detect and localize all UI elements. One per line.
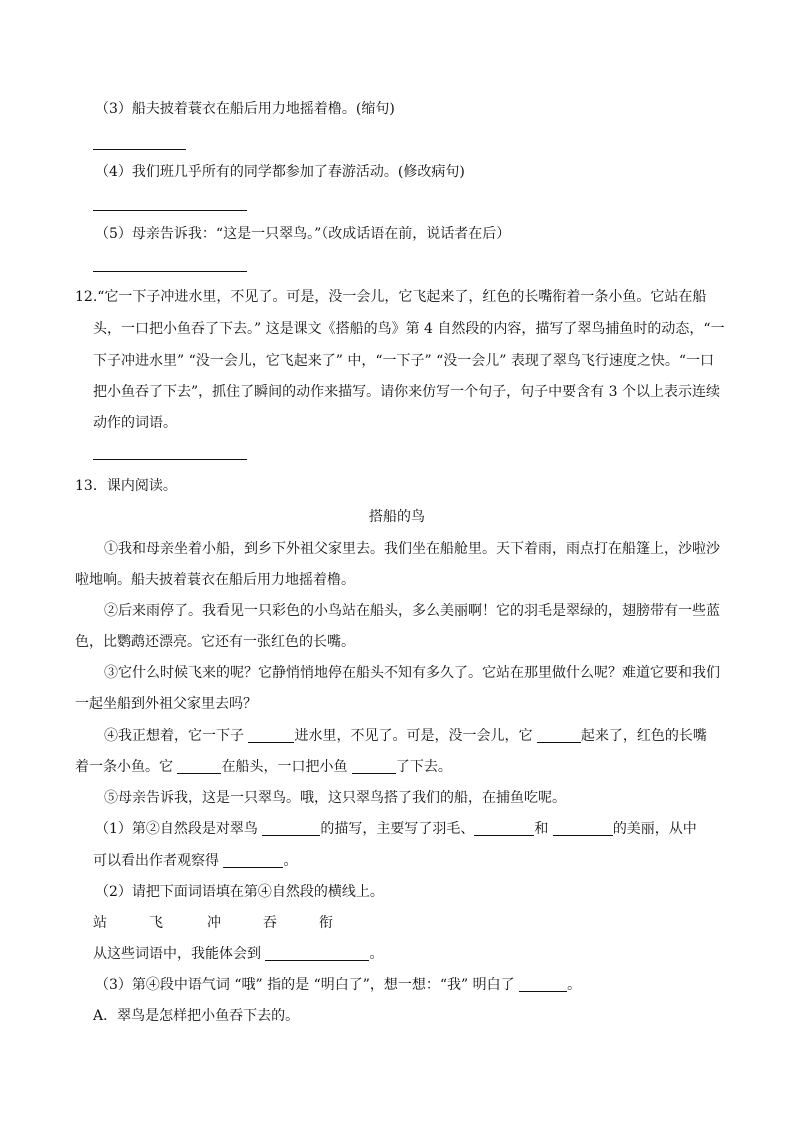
q12-line4: 把小鱼吞了下去”，抓住了瞬间的动作来描写。请你来仿写一个句子，句子中要含有 3 个以上表示连续 [93,384,720,400]
sub1-text-c: 和 [534,821,553,837]
answer-line-item5[interactable] [93,271,247,272]
p4-text-b: 进水里，不见了。可是，没一会儿，它 [294,728,537,744]
sub1-text-f: 。 [283,853,298,869]
option-a[interactable]: A．翠鸟是怎样把小鱼吞下去的。 [93,1008,300,1024]
q13-sub2-line2 [93,944,383,964]
passage-title: 搭船的鸟 [369,509,425,525]
passage-p3-line1: ③它什么时候飞来的呢？它静悄悄地停在船头不知有多久了。它站在那里做什么呢？难道它要和我们 [104,665,720,681]
sub1-text-d: 的美丽，从中 [612,821,697,837]
vocab-word: 站 [93,915,107,931]
fill-blank-3[interactable] [177,758,221,774]
answer-line-item4[interactable] [93,210,247,211]
p4-text-d: 着一条小鱼。它 [75,759,178,775]
passage-p1-line1: ①我和母亲坐着小船，到乡下外祖父家里去。我们坐在船舱里。天下着雨，雨点打在船篷上，沙啦沙 [104,541,720,557]
q12-line2: 头，一口把小鱼吞了下去。” 这是课文《搭船的鸟》第 4 自然段的内容，描写了翠鸟捕鱼时的动态，“一 [93,321,725,337]
q13-sub1-line1 [95,819,697,839]
p4-text-f: 了下去。 [395,759,452,775]
sub1-text-b: 的描写，主要写了羽毛、 [320,821,475,837]
passage-p2-line2: 色，比鹦鹉还漂亮。它还有一张红色的长嘴。 [75,634,355,650]
sub1-blank-1[interactable] [262,820,320,836]
p4-text-e: 在船头，一口把小鱼 [221,759,352,775]
sub1-text-e: 可以看出作者观察得 [93,853,224,869]
sub3-blank[interactable] [519,976,567,992]
vocab-word: 冲 [207,915,221,931]
q11-item4: （4）我们班几乎所有的同学都参加了春游活动。(修改病句) [95,164,465,180]
vocab-word: 飞 [149,915,163,931]
vocab-word: 衔 [319,915,333,931]
passage-p3-line2: 一起坐船到外祖父家里去吗？ [75,696,257,712]
fill-blank-1[interactable] [248,727,294,743]
q13-sub2: （2）请把下面词语填在第④自然段的横线上。 [95,884,384,900]
vocab-word: 吞 [263,915,277,931]
sub1-blank-2[interactable] [474,820,534,836]
sub2-text-c: 。 [369,946,384,962]
answer-line-q12[interactable] [93,459,247,460]
q12-line1: 12.“它一下子冲进水里，不见了。可是，没一会儿，它飞起来了，红色的长嘴衔着一条小鱼。它站在船 [75,289,707,305]
sub2-text-b: 从这些词语中，我能体会到 [93,946,266,962]
fill-blank-4[interactable] [352,758,396,774]
p4-text-c: 起来了，红色的长嘴 [580,728,707,744]
sub3-text-b: 。 [567,977,582,993]
passage-p4-line2 [75,757,452,777]
p4-text-a: ④我正想着，它一下子 [104,728,249,744]
passage-p2-line1: ②后来雨停了。我看见一只彩色的小鸟站在船头，多么美丽啊！它的羽毛是翠绿的，翅膀带有一些蓝 [104,603,720,619]
q12-line5: 动作的词语。 [93,415,177,431]
sub1-blank-3[interactable] [553,820,613,836]
passage-p5: ⑤母亲告诉我，这是一只翠鸟。哦，这只翠鸟搭了我们的船，在捕鱼吃呢。 [104,790,566,806]
answer-line-item3[interactable] [93,149,186,150]
q13-heading: 13．课内阅读。 [75,478,177,494]
sub2-blank[interactable] [265,945,369,961]
fill-blank-2[interactable] [537,727,581,743]
sub1-blank-4[interactable] [223,852,283,868]
vocab-word-list [93,913,349,933]
q11-item5: （5）母亲告诉我：“这是一只翠鸟。”（改成话语在前，说话者在后） [95,226,511,242]
q13-sub1-line2 [93,851,297,871]
q13-sub3 [95,975,581,995]
sub1-text-a: （1）第②自然段是对翠鸟 [95,821,263,837]
sub3-text-a: （3）第④段中语气词 “哦” 指的是 “明白了”，想一想：“我” 明白了 [95,977,520,993]
q12-line3: 下子冲进水里” “没一会儿，它飞起来了” 中，“一下子” “没一会儿” 表现了翠鸟飞行速度之快。“一口 [93,353,715,369]
q11-item3: （3）船夫披着蓑衣在船后用力地摇着橹。(缩句) [95,101,395,117]
passage-p1-line2: 啦地响。船夫披着蓑衣在船后用力地摇着橹。 [75,572,355,588]
passage-p4-line1 [104,726,707,746]
